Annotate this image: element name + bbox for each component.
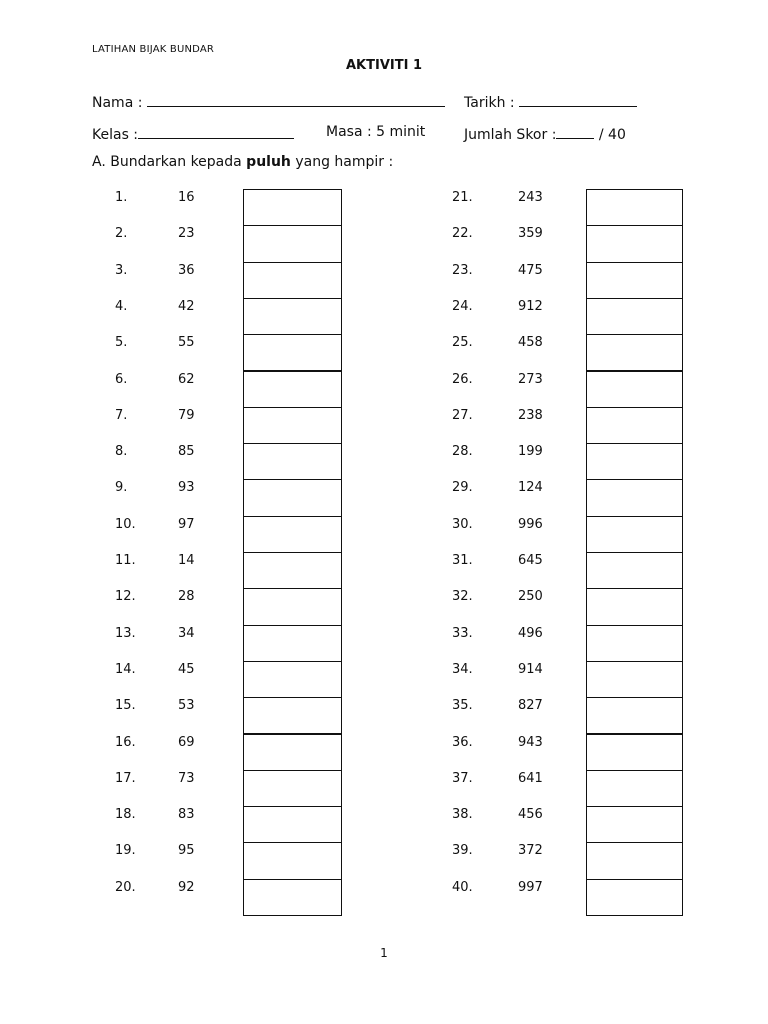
question-number: 17. <box>115 770 136 786</box>
question-number: 20. <box>115 879 136 895</box>
question-value: 914 <box>518 661 543 677</box>
answer-box[interactable] <box>243 770 342 807</box>
question-number: 35. <box>452 698 473 714</box>
question-number: 24. <box>452 298 473 314</box>
question-value: 62 <box>178 371 195 387</box>
question-number: 39. <box>452 843 473 859</box>
answer-box[interactable] <box>243 225 342 262</box>
kelas-row <box>92 124 294 143</box>
answer-box[interactable] <box>586 879 683 916</box>
question-number: 27. <box>452 407 473 423</box>
question-value: 456 <box>518 807 543 823</box>
answer-box[interactable] <box>586 443 683 480</box>
answer-box[interactable] <box>586 225 683 262</box>
question-value: 243 <box>518 190 543 205</box>
answer-box[interactable] <box>243 661 342 698</box>
question-value: 53 <box>178 698 195 714</box>
question-value: 124 <box>518 480 543 496</box>
answer-box[interactable] <box>586 806 683 843</box>
question-number: 9. <box>115 480 128 496</box>
answer-box[interactable] <box>586 770 683 807</box>
instruction-suffix: yang hampir : <box>290 154 394 170</box>
answer-box[interactable] <box>243 588 342 625</box>
question-number: 8. <box>115 444 128 460</box>
question-value: 92 <box>178 879 195 895</box>
question-number: 14. <box>115 661 136 677</box>
question-number: 18. <box>115 807 136 823</box>
skor-row <box>464 124 626 143</box>
question-number: 22. <box>452 226 473 242</box>
page-number: 1 <box>380 946 388 960</box>
instruction-bold: puluh <box>246 154 291 170</box>
answer-box[interactable] <box>243 879 342 916</box>
question-number: 28. <box>452 444 473 460</box>
question-value: 496 <box>518 625 543 641</box>
question-number: 11. <box>115 553 136 568</box>
question-value: 42 <box>178 298 195 314</box>
answer-box[interactable] <box>586 552 683 589</box>
question-number: 36. <box>452 734 473 750</box>
question-number: 7. <box>115 407 128 423</box>
question-number: 12. <box>115 589 136 605</box>
question-value: 996 <box>518 516 543 532</box>
question-value: 458 <box>518 335 543 351</box>
answer-box[interactable] <box>586 734 683 771</box>
answer-box[interactable] <box>586 697 683 734</box>
instruction-prefix: A. Bundarkan kepada <box>92 154 247 170</box>
question-number: 30. <box>452 516 473 532</box>
answer-box[interactable] <box>243 371 342 408</box>
question-number: 21. <box>452 190 473 205</box>
question-value: 93 <box>178 480 195 496</box>
answer-box[interactable] <box>243 262 342 299</box>
question-value: 943 <box>518 734 543 750</box>
question-value: 827 <box>518 698 543 714</box>
question-value: 16 <box>178 190 195 205</box>
question-value: 85 <box>178 444 195 460</box>
answer-box[interactable] <box>243 842 342 879</box>
question-value: 645 <box>518 553 543 568</box>
page-title: AKTIVITI 1 <box>345 58 422 73</box>
question-number: 2. <box>115 226 128 242</box>
question-number: 10. <box>115 516 136 532</box>
kelas-label: Kelas : <box>92 127 139 143</box>
question-value: 997 <box>518 879 543 895</box>
answer-box[interactable] <box>243 697 342 734</box>
answer-box[interactable] <box>586 588 683 625</box>
skor-label: Jumlah Skor : <box>464 127 557 143</box>
question-value: 97 <box>178 516 195 532</box>
answer-box[interactable] <box>586 661 683 698</box>
instruction <box>92 154 393 170</box>
nama-label: Nama : <box>92 95 143 111</box>
question-value: 55 <box>178 335 195 351</box>
kelas-field[interactable] <box>138 124 294 139</box>
header-label: LATIHAN BIJAK BUNDAR <box>92 44 215 55</box>
answer-box[interactable] <box>586 371 683 408</box>
question-value: 199 <box>518 444 543 460</box>
answer-box[interactable] <box>586 334 683 371</box>
answer-box[interactable] <box>243 298 342 335</box>
question-number: 5. <box>115 335 128 351</box>
question-number: 26. <box>452 371 473 387</box>
question-number: 13. <box>115 625 136 641</box>
question-value: 73 <box>178 770 195 786</box>
question-number: 34. <box>452 661 473 677</box>
answer-box[interactable] <box>586 625 683 662</box>
question-value: 83 <box>178 807 195 823</box>
answer-box[interactable] <box>243 734 342 771</box>
question-number: 38. <box>452 807 473 823</box>
question-number: 16. <box>115 734 136 750</box>
question-number: 25. <box>452 335 473 351</box>
question-value: 238 <box>518 407 543 423</box>
question-value: 641 <box>518 770 543 786</box>
question-value: 34 <box>178 625 195 641</box>
nama-row <box>92 92 445 111</box>
question-number: 31. <box>452 553 473 568</box>
answer-box[interactable] <box>243 516 342 553</box>
question-value: 250 <box>518 589 543 605</box>
question-number: 4. <box>115 298 128 314</box>
answer-box[interactable] <box>243 552 342 589</box>
answer-box[interactable] <box>586 842 683 879</box>
question-number: 40. <box>452 879 473 895</box>
question-number: 32. <box>452 589 473 605</box>
skor-field[interactable] <box>556 124 594 139</box>
answer-box[interactable] <box>586 298 683 335</box>
question-value: 95 <box>178 843 195 859</box>
question-number: 15. <box>115 698 136 714</box>
answer-box[interactable] <box>586 479 683 516</box>
question-number: 37. <box>452 770 473 786</box>
question-number: 3. <box>115 262 128 278</box>
tarikh-label: Tarikh : <box>464 95 515 111</box>
tarikh-row <box>464 92 637 111</box>
question-value: 273 <box>518 371 543 387</box>
masa-label: Masa : 5 minit <box>326 124 426 140</box>
question-value: 475 <box>518 262 543 278</box>
question-number: 1. <box>115 190 128 205</box>
question-value: 36 <box>178 262 195 278</box>
answer-box[interactable] <box>243 407 342 444</box>
question-number: 33. <box>452 625 473 641</box>
question-value: 69 <box>178 734 195 750</box>
question-value: 79 <box>178 407 195 423</box>
question-value: 912 <box>518 298 543 314</box>
question-number: 19. <box>115 843 136 859</box>
answer-box[interactable] <box>586 189 683 226</box>
question-value: 45 <box>178 661 195 677</box>
question-value: 359 <box>518 226 543 242</box>
question-number: 23. <box>452 262 473 278</box>
question-value: 28 <box>178 589 195 605</box>
answer-box[interactable] <box>243 806 342 843</box>
answer-box[interactable] <box>243 334 342 371</box>
answer-box[interactable] <box>586 407 683 444</box>
answer-box[interactable] <box>243 479 342 516</box>
question-number: 29. <box>452 480 473 496</box>
answer-box[interactable] <box>243 189 342 226</box>
skor-total: / 40 <box>598 127 626 143</box>
question-value: 23 <box>178 226 195 242</box>
answer-box[interactable] <box>586 262 683 299</box>
answer-box[interactable] <box>243 625 342 662</box>
answer-box[interactable] <box>586 516 683 553</box>
question-number: 6. <box>115 371 128 387</box>
answer-box[interactable] <box>243 443 342 480</box>
tarikh-field[interactable] <box>519 92 637 107</box>
nama-field[interactable] <box>147 92 445 107</box>
question-value: 372 <box>518 843 543 859</box>
question-value: 14 <box>178 553 195 568</box>
